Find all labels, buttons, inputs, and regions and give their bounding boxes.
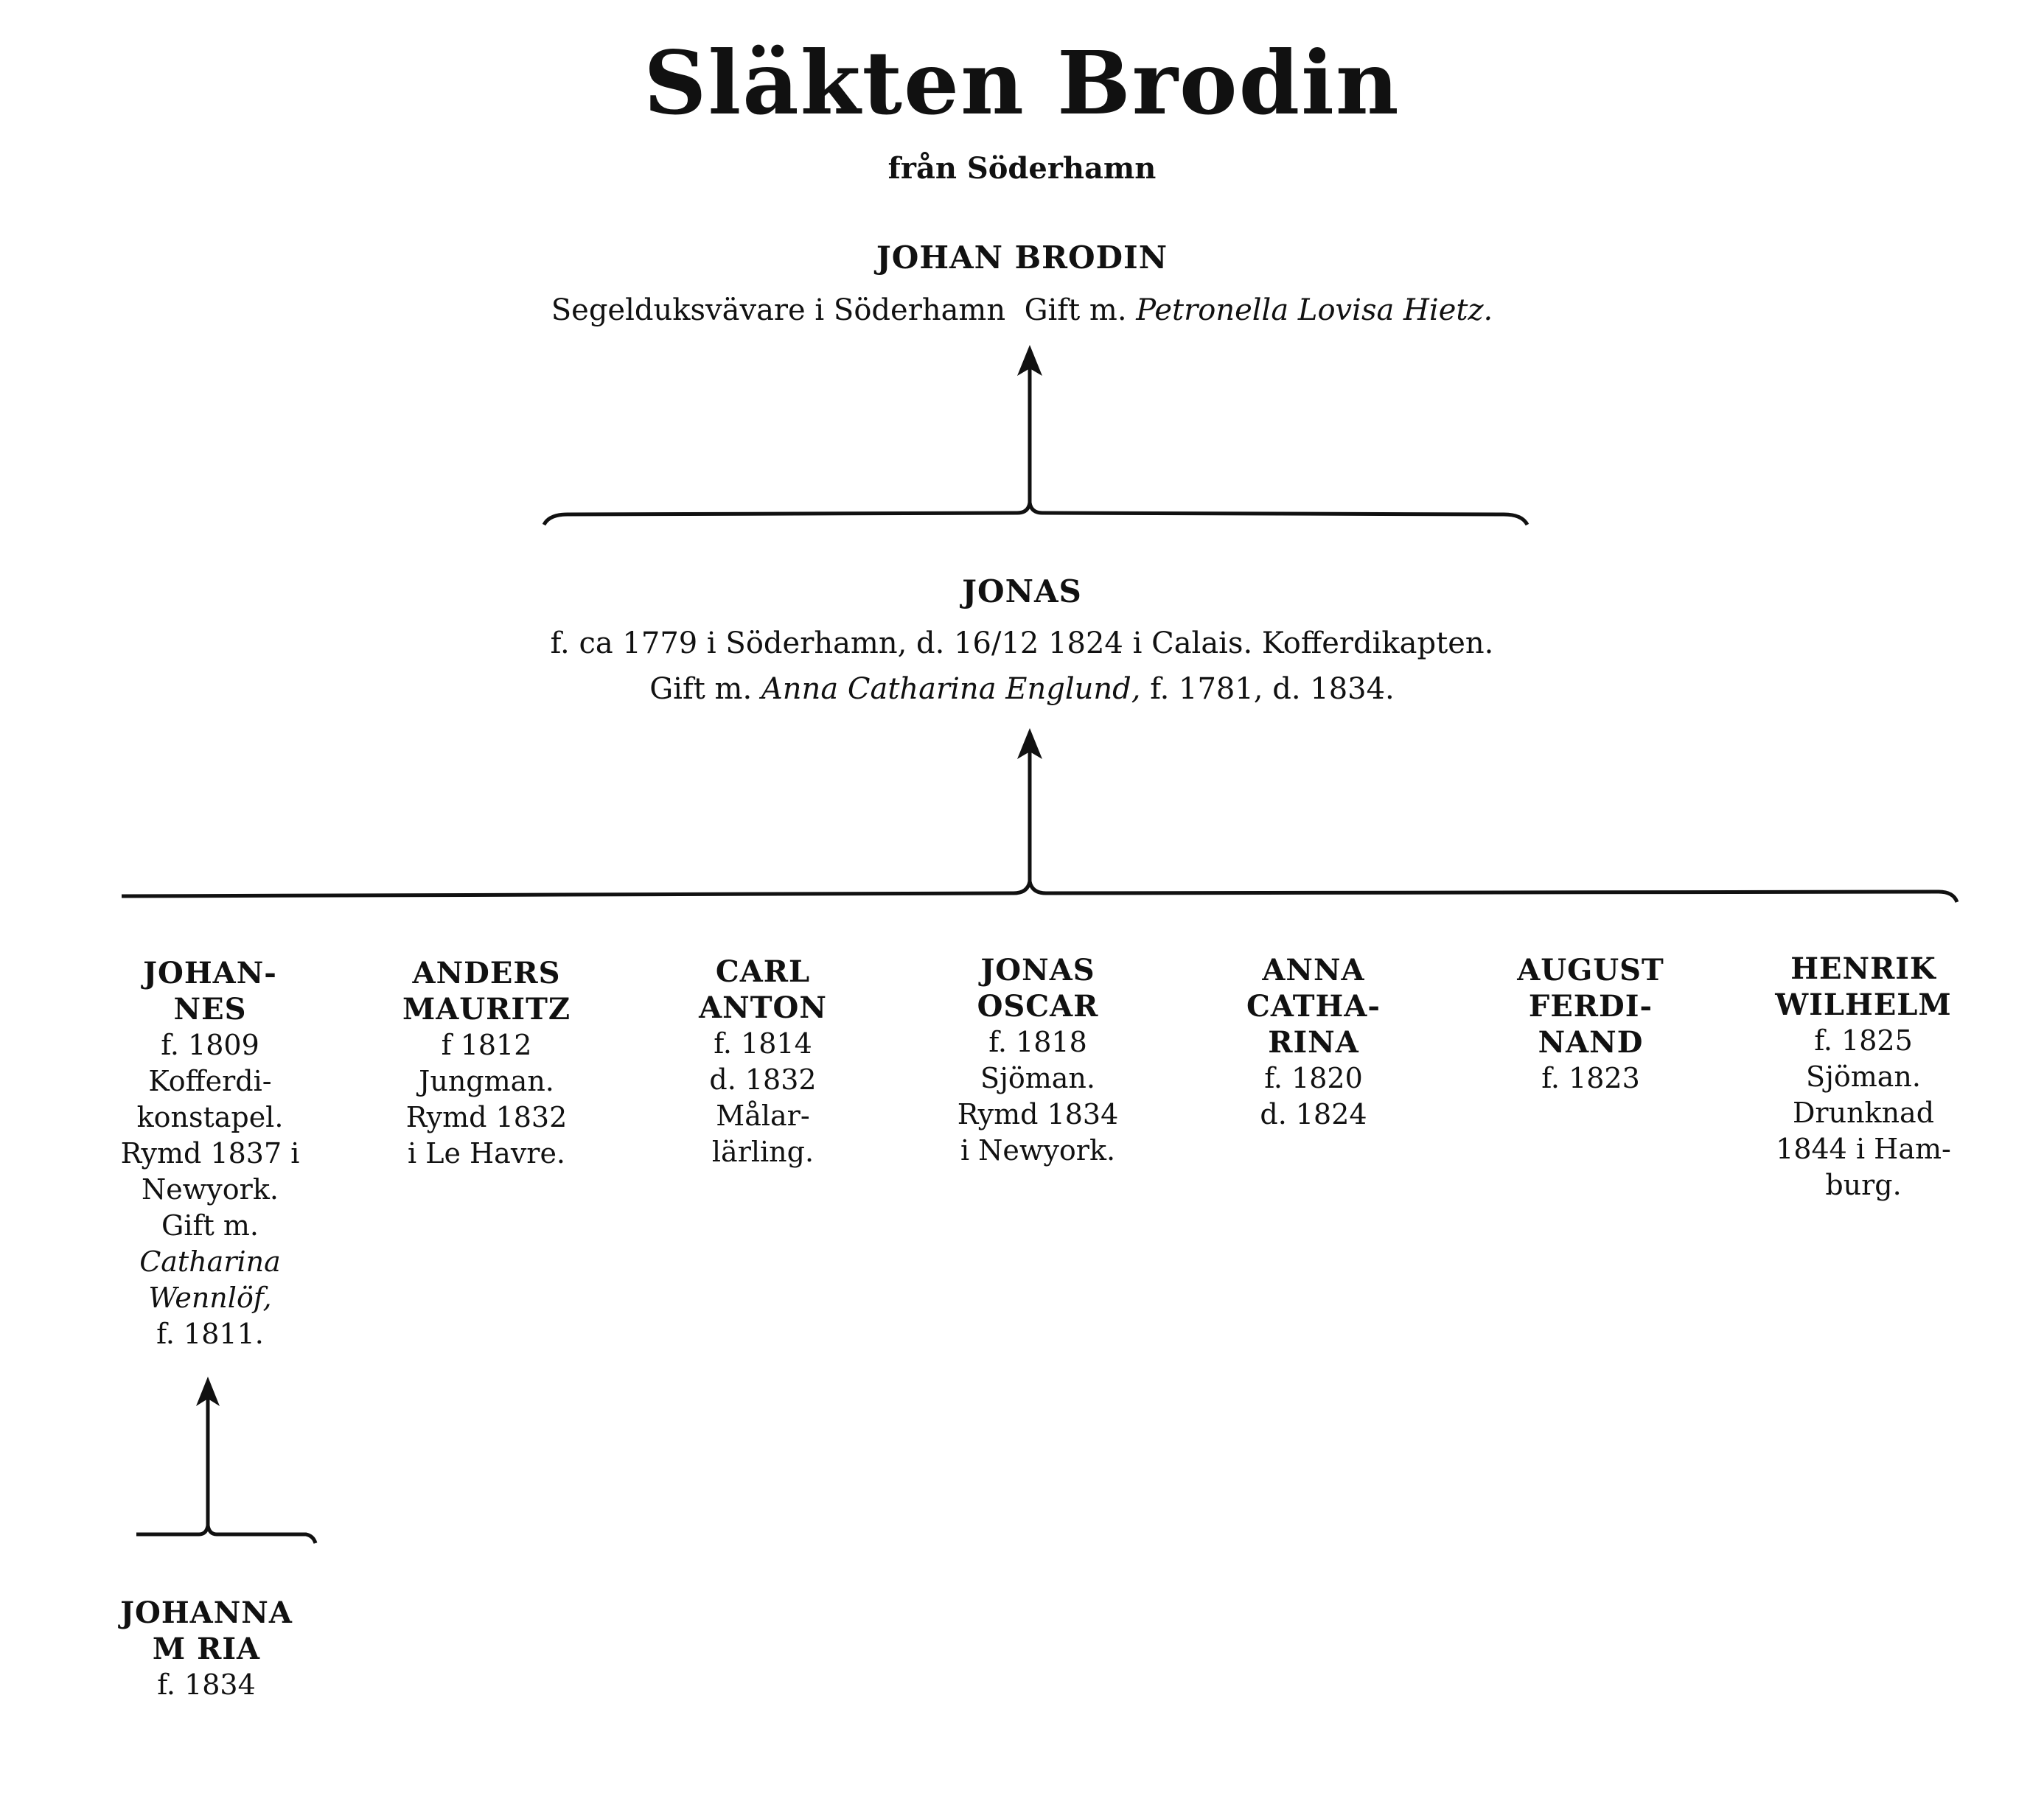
ancestor-name: JOHAN BRODIN [876, 240, 1168, 276]
child-name-line: JONAS [980, 953, 1095, 988]
ancestor-spouse-prefix: Gift m. [1024, 293, 1127, 327]
child-detail-line: i Le Havre. [407, 1137, 566, 1170]
child-name-line: ANDERS [412, 956, 561, 990]
child-detail-line: Kofferdi- [148, 1065, 272, 1097]
child-name-line: OSCAR [977, 989, 1099, 1024]
child-detail-line: i Newyork. [960, 1134, 1116, 1167]
child-name-line: CATHA- [1246, 989, 1381, 1024]
child-anders-mauritz [376, 955, 597, 1172]
child-detail-line: Sjöman. [980, 1062, 1095, 1094]
child-detail-line: f. 1818 [988, 1026, 1087, 1058]
child-name-line: JOHAN- [143, 956, 277, 990]
child-name-line: ANTON [699, 990, 827, 1025]
page-title: Släkten Brodin [643, 32, 1401, 134]
ancestor-details [0, 293, 2044, 327]
child-name-line: MAURITZ [402, 992, 571, 1027]
child-detail-line: Rymd 1837 i [120, 1137, 300, 1170]
jonas-spouse-dates: f. 1781, d. 1834. [1150, 672, 1395, 706]
child-spouse-line: Catharina [139, 1245, 281, 1278]
child-detail-line: Jungman. [419, 1065, 554, 1097]
child-detail-line: burg. [1825, 1169, 1902, 1201]
child-name-line: AUGUST [1517, 953, 1664, 988]
jonas-spouse: Anna Catharina Englund, [761, 672, 1141, 706]
grandchild-johanna-maria [96, 1595, 317, 1703]
child-name-line: FERDI- [1528, 989, 1653, 1024]
child-detail-line: Drunknad [1792, 1097, 1935, 1129]
bracket-children [122, 881, 1957, 902]
child-johannes [100, 955, 321, 1352]
jonas-spouse-prefix: Gift m. [649, 672, 753, 706]
page-subtitle: från Söderhamn [887, 151, 1157, 186]
child-name-line: HENRIK [1790, 951, 1936, 986]
child-henrik-wilhelm [1745, 951, 1981, 1203]
child-detail-line: f 1812 [441, 1029, 532, 1061]
child-detail-line: lärling. [711, 1136, 815, 1168]
jonas-details: f. ca 1779 i Söderhamn, d. 16/12 1824 i Calais. Kofferdikapten. [550, 626, 1494, 660]
child-august-ferdinand [1480, 952, 1701, 1097]
child-detail-line: Rymd 1834 [957, 1098, 1119, 1130]
child-detail-line: d. 1824 [1260, 1098, 1367, 1130]
child-detail-line: f. 1811. [156, 1318, 264, 1350]
child-detail-line: Sjöman. [1806, 1060, 1921, 1093]
child-detail-line: 1844 i Ham- [1776, 1133, 1951, 1165]
child-detail-line: Målar- [716, 1100, 810, 1132]
bracket-grandchild [136, 1525, 315, 1543]
child-name-line: NAND [1538, 1025, 1644, 1060]
jonas-spouse-line [0, 672, 2044, 706]
child-detail-line: Newyork. [142, 1173, 279, 1206]
grandchild-detail-line: f. 1834 [157, 1668, 256, 1701]
child-detail-line: d. 1832 [709, 1063, 817, 1096]
child-detail-line: f. 1825 [1814, 1024, 1913, 1057]
grandchild-name-line: JOHANNA [120, 1595, 293, 1630]
child-spouse-line: Wennlöf, [148, 1282, 272, 1314]
child-detail-line: f. 1823 [1541, 1062, 1640, 1094]
child-detail-line: konstapel. [136, 1101, 284, 1133]
child-name-line: CARL [715, 954, 811, 989]
ancestor-description: Segelduksvävare i Söderhamn [551, 293, 1006, 327]
child-detail-line: f. 1820 [1264, 1062, 1363, 1094]
child-detail-line: Gift m. [161, 1209, 259, 1242]
child-name-line: WILHELM [1775, 988, 1952, 1022]
child-carl-anton [652, 954, 873, 1170]
child-name-line: ANNA [1262, 953, 1365, 988]
child-anna-catharina [1203, 952, 1424, 1133]
child-name-line: RINA [1268, 1025, 1359, 1060]
child-detail-line: Rymd 1832 [405, 1101, 568, 1133]
child-name-line: NES [173, 992, 247, 1027]
jonas-name: JONAS [962, 573, 1082, 609]
child-detail-line: f. 1814 [714, 1027, 812, 1060]
bracket-top [544, 503, 1527, 525]
grandchild-name-line: M RIA [152, 1632, 261, 1666]
ancestor-spouse: Petronella Lovisa Hietz. [1136, 293, 1493, 327]
child-detail-line: f. 1809 [161, 1029, 259, 1061]
child-jonas-oscar [927, 952, 1148, 1169]
